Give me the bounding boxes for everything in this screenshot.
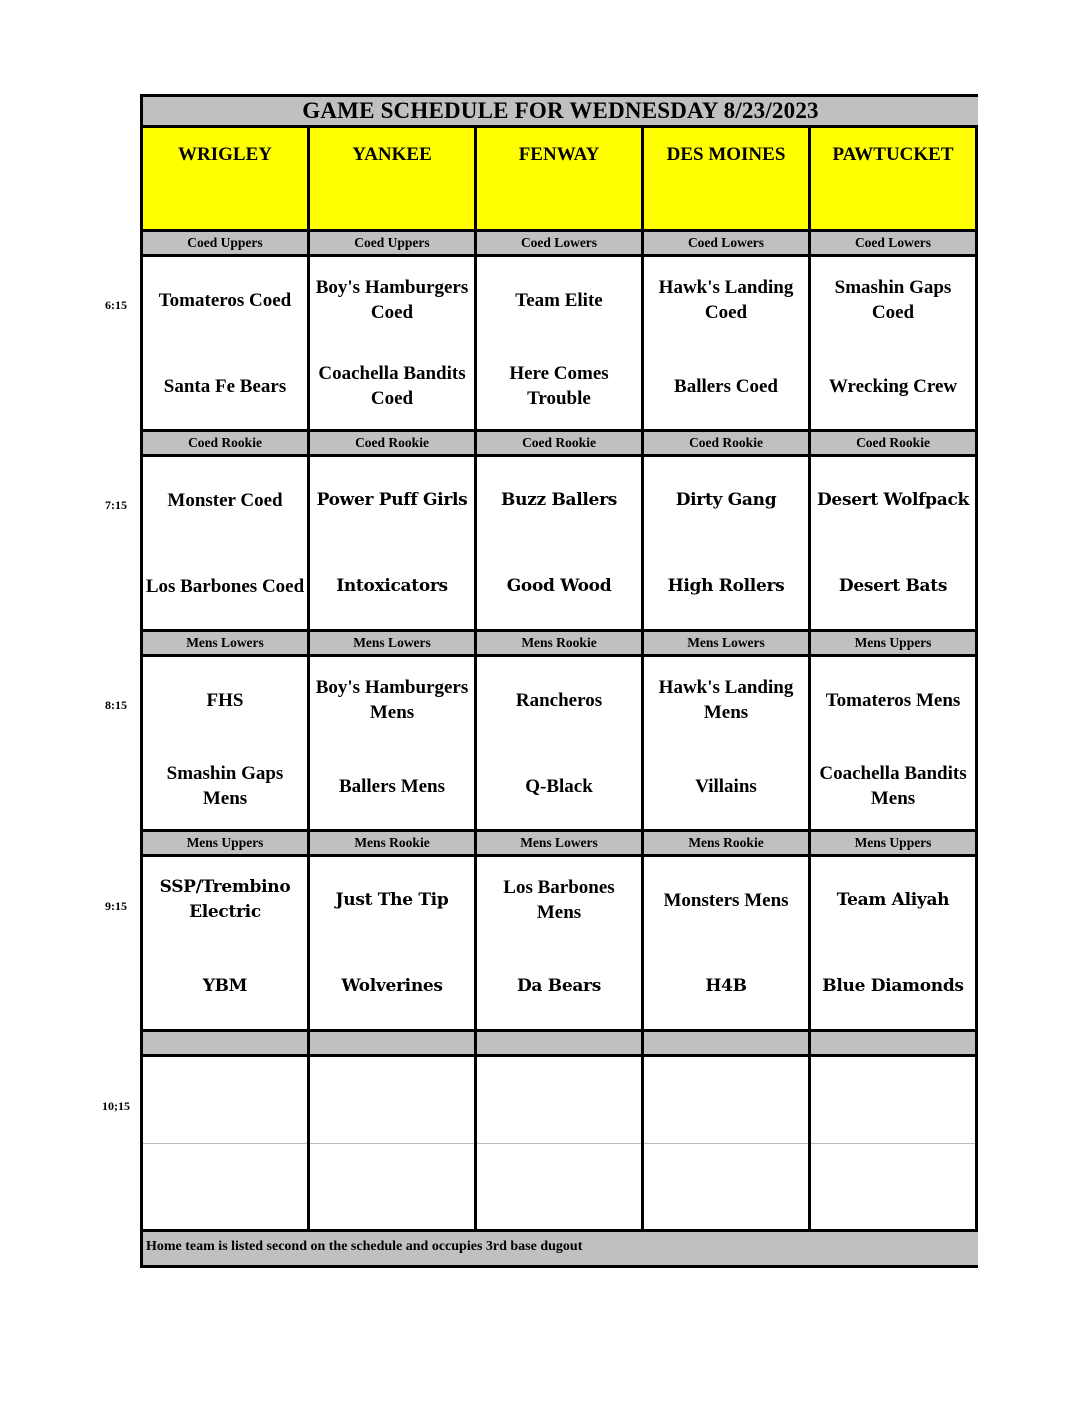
game-cell xyxy=(644,457,811,629)
division-label: Coed Rookie xyxy=(477,432,644,454)
game-row-1 xyxy=(140,257,978,432)
home-team: H4B xyxy=(705,975,747,996)
home-team: Da Bears xyxy=(516,975,601,996)
game-cell xyxy=(477,1057,644,1229)
home-team: Wolverines xyxy=(341,975,443,996)
field-fenway: FENWAY xyxy=(477,128,644,229)
home-team: Coachella Bandits Coed xyxy=(318,363,466,409)
footer-note: Home team is listed second on the schedule and occupies 3rd base dugout xyxy=(140,1232,978,1268)
field-wrigley: WRIGLEY xyxy=(143,128,310,229)
home-team: Los Barbones Coed xyxy=(145,575,305,597)
away-team: Tomateros Coed xyxy=(158,289,292,311)
away-team xyxy=(811,1057,975,1143)
game-cell xyxy=(143,857,310,1029)
away-team: Monsters Mens xyxy=(663,889,789,911)
game-cell xyxy=(477,257,644,429)
away-team: Smashin Gaps Coed xyxy=(834,277,952,323)
game-row-5 xyxy=(140,1057,978,1232)
game-cell xyxy=(310,657,477,829)
game-cell xyxy=(310,857,477,1029)
division-label: Coed Rookie xyxy=(811,432,978,454)
division-label xyxy=(811,1032,978,1054)
away-team: Boy's Hamburgers Coed xyxy=(315,277,469,323)
schedule-title: GAME SCHEDULE FOR WEDNESDAY 8/23/2023 xyxy=(140,94,978,128)
division-label: Coed Rookie xyxy=(143,432,310,454)
away-team: Dirty Gang xyxy=(675,489,777,510)
game-row-3 xyxy=(140,657,978,832)
field-des-moines: DES MOINES xyxy=(644,128,811,229)
home-team: Villains xyxy=(695,775,757,797)
away-team: Team Elite xyxy=(515,289,603,311)
division-label: Mens Uppers xyxy=(811,832,978,854)
home-team: Here Comes Trouble xyxy=(509,363,609,409)
division-row-1 xyxy=(140,232,978,257)
division-label: Coed Lowers xyxy=(811,232,978,254)
game-cell xyxy=(811,657,978,829)
time-label-3: 8:15 xyxy=(105,698,127,712)
home-team: Intoxicators xyxy=(336,575,448,596)
home-team: Blue Diamonds xyxy=(822,975,964,996)
away-team xyxy=(143,1057,307,1143)
game-cell xyxy=(477,457,644,629)
away-team xyxy=(477,1057,641,1143)
division-label xyxy=(644,1032,811,1054)
division-label: Mens Lowers xyxy=(644,632,811,654)
away-team: Hawk's Landing Mens xyxy=(658,677,794,723)
home-team xyxy=(143,1143,307,1229)
game-cell xyxy=(477,657,644,829)
division-label: Coed Uppers xyxy=(143,232,310,254)
division-label: Mens Rookie xyxy=(310,832,477,854)
home-team xyxy=(644,1143,808,1229)
division-label xyxy=(310,1032,477,1054)
away-team: Buzz Ballers xyxy=(501,489,617,510)
game-cell xyxy=(644,1057,811,1229)
field-header-row xyxy=(140,128,978,232)
home-team: YBM xyxy=(202,975,248,996)
game-cell xyxy=(310,257,477,429)
home-team: Wrecking Crew xyxy=(828,375,958,397)
away-team: Monster Coed xyxy=(167,489,283,511)
division-label: Coed Uppers xyxy=(310,232,477,254)
home-team: Smashin Gaps Mens xyxy=(166,763,284,809)
away-team: Power Puff Girls xyxy=(316,489,468,510)
game-cell xyxy=(644,257,811,429)
game-cell xyxy=(310,457,477,629)
game-cell xyxy=(644,857,811,1029)
away-team: Desert Wolfpack xyxy=(816,489,970,510)
game-cell xyxy=(477,857,644,1029)
field-yankee: YANKEE xyxy=(310,128,477,229)
home-team: High Rollers xyxy=(667,575,785,596)
division-label: Mens Lowers xyxy=(477,832,644,854)
home-team: Ballers Mens xyxy=(338,775,446,797)
division-row-3 xyxy=(140,632,978,657)
home-team: Desert Bats xyxy=(838,575,948,596)
game-cell xyxy=(143,657,310,829)
away-team: Just The Tip xyxy=(335,889,449,910)
away-team: Los Barbones Mens xyxy=(503,877,615,923)
home-team: Coachella Bandits Mens xyxy=(819,763,967,809)
away-team xyxy=(644,1057,808,1143)
game-cell xyxy=(644,657,811,829)
division-label: Mens Uppers xyxy=(143,832,310,854)
division-label: Coed Rookie xyxy=(310,432,477,454)
time-label-5: 10;15 xyxy=(102,1099,130,1113)
division-row-2 xyxy=(140,432,978,457)
division-label xyxy=(477,1032,644,1054)
schedule-table xyxy=(140,94,978,1268)
home-team xyxy=(310,1143,474,1229)
game-cell xyxy=(811,457,978,629)
game-cell xyxy=(811,857,978,1029)
game-cell xyxy=(143,257,310,429)
away-team: Tomateros Mens xyxy=(825,689,961,711)
division-label xyxy=(143,1032,310,1054)
away-team: Boy's Hamburgers Mens xyxy=(315,677,469,723)
away-team: Rancheros xyxy=(515,689,603,711)
game-cell xyxy=(811,1057,978,1229)
game-row-4 xyxy=(140,857,978,1032)
division-label: Mens Rookie xyxy=(477,632,644,654)
division-label: Coed Rookie xyxy=(644,432,811,454)
game-cell xyxy=(143,1057,310,1229)
home-team: Ballers Coed xyxy=(674,375,778,397)
division-row-4 xyxy=(140,832,978,857)
home-team: Santa Fe Bears xyxy=(163,375,287,397)
time-label-1: 6:15 xyxy=(105,298,127,312)
away-team: SSP/Trembino Electric xyxy=(159,877,291,922)
division-label: Mens Lowers xyxy=(143,632,310,654)
division-label: Mens Rookie xyxy=(644,832,811,854)
game-row-2 xyxy=(140,457,978,632)
home-team xyxy=(477,1143,641,1229)
division-row-5 xyxy=(140,1032,978,1057)
home-team: Q-Black xyxy=(525,775,593,797)
game-cell xyxy=(143,457,310,629)
division-label: Mens Lowers xyxy=(310,632,477,654)
away-team: FHS xyxy=(206,689,244,711)
field-pawtucket: PAWTUCKET xyxy=(811,128,978,229)
time-label-2: 7:15 xyxy=(105,498,127,512)
home-team: Good Wood xyxy=(506,575,612,596)
away-team xyxy=(310,1057,474,1143)
division-label: Coed Lowers xyxy=(477,232,644,254)
division-label: Mens Uppers xyxy=(811,632,978,654)
game-cell xyxy=(811,257,978,429)
time-label-4: 9:15 xyxy=(105,899,127,913)
division-label: Coed Lowers xyxy=(644,232,811,254)
away-team: Hawk's Landing Coed xyxy=(658,277,794,323)
game-cell xyxy=(310,1057,477,1229)
home-team xyxy=(811,1143,975,1229)
away-team: Team Aliyah xyxy=(836,889,950,910)
